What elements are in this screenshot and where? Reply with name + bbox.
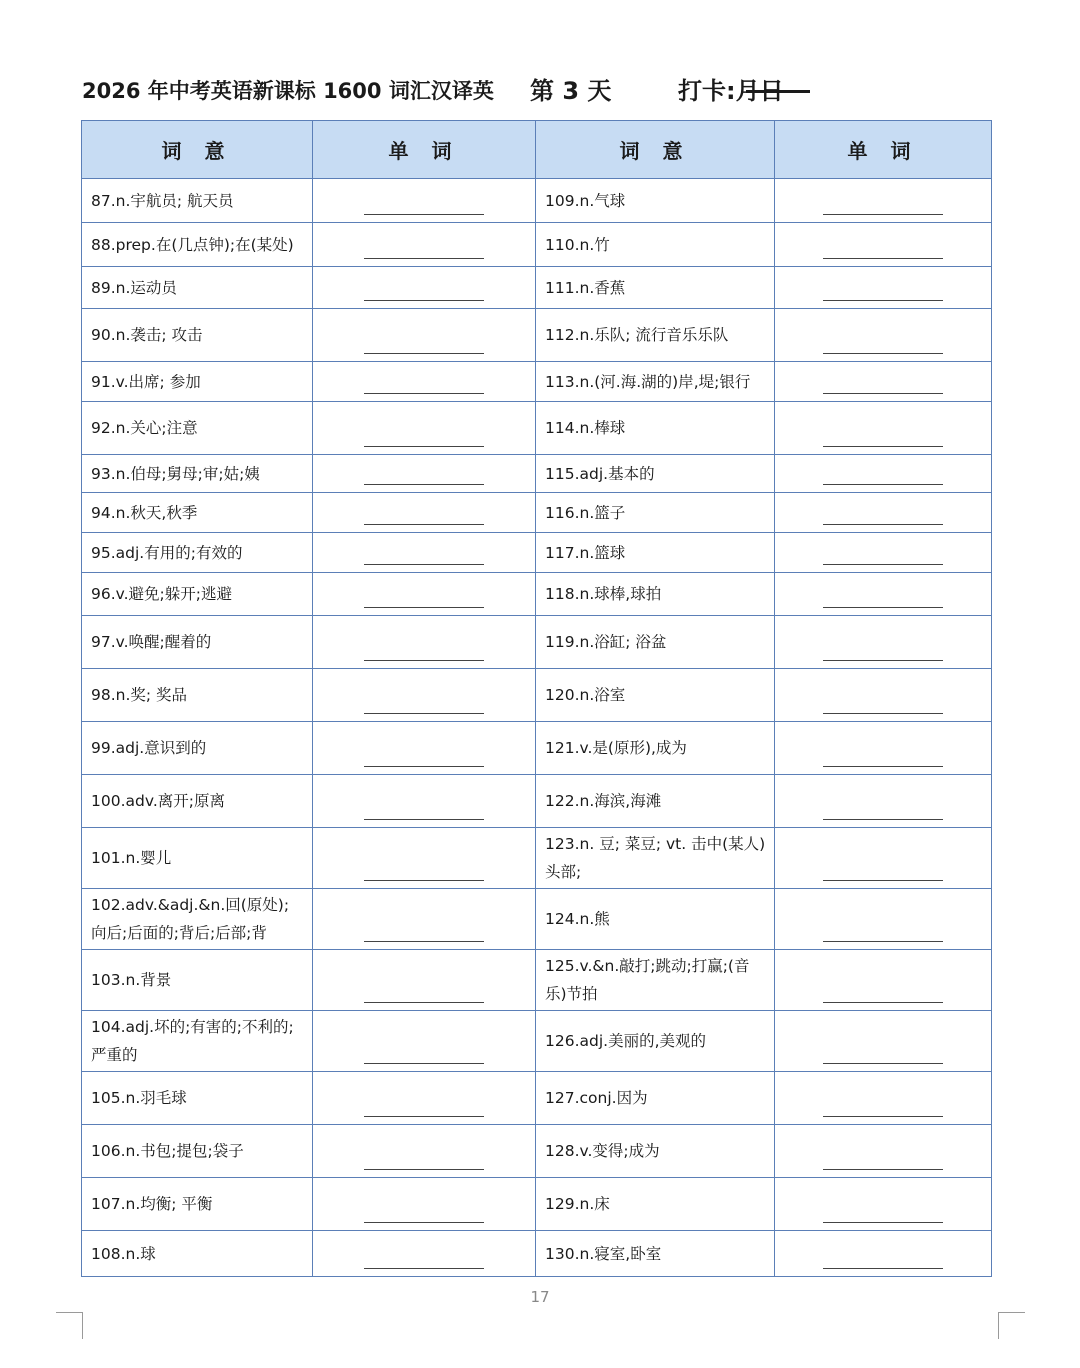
answer-blank-line — [823, 660, 943, 661]
meaning-left: 102.adv.&adj.&n.回(原处);向后;后面的;背后;后部;背 — [82, 889, 313, 950]
answer-blank-line — [364, 484, 484, 485]
meaning-left: 99.adj.意识到的 — [82, 722, 313, 775]
page-number: 17 — [530, 1288, 550, 1306]
answer-blank-line — [364, 941, 484, 942]
meaning-right: 124.n.熊 — [536, 889, 775, 950]
answer-left[interactable] — [313, 455, 536, 493]
meaning-left: 104.adj.坏的;有害的;不利的;严重的 — [82, 1011, 313, 1072]
meaning-left: 96.v.避免;躲开;逃避 — [82, 573, 313, 616]
answer-left[interactable] — [313, 1072, 536, 1125]
answer-right[interactable] — [775, 828, 992, 889]
meaning-left: 89.n.运动员 — [82, 267, 313, 309]
header-meaning-left: 词 意 — [82, 121, 313, 179]
meaning-right: 120.n.浴室 — [536, 669, 775, 722]
answer-left[interactable] — [313, 1231, 536, 1277]
table-row — [82, 362, 992, 402]
table-row — [82, 889, 992, 950]
vocabulary-rows — [82, 179, 992, 1277]
answer-right[interactable] — [775, 775, 992, 828]
answer-left[interactable] — [313, 616, 536, 669]
answer-blank-line — [364, 1222, 484, 1223]
vocabulary-table — [81, 120, 992, 1277]
meaning-right: 116.n.篮子 — [536, 493, 775, 533]
meaning-right: 109.n.气球 — [536, 179, 775, 223]
answer-left[interactable] — [313, 775, 536, 828]
month-label: 月 — [735, 77, 760, 105]
answer-left[interactable] — [313, 267, 536, 309]
table-row — [82, 179, 992, 223]
meaning-left: 88.prep.在(几点钟);在(某处) — [82, 223, 313, 267]
answer-blank-line — [823, 819, 943, 820]
answer-right[interactable] — [775, 362, 992, 402]
answer-blank-line — [364, 1002, 484, 1003]
answer-blank-line — [823, 880, 943, 881]
answer-right[interactable] — [775, 1072, 992, 1125]
answer-blank-line — [364, 880, 484, 881]
meaning-left: 107.n.均衡; 平衡 — [82, 1178, 313, 1231]
meaning-left: 106.n.书包;提包;袋子 — [82, 1125, 313, 1178]
answer-left[interactable] — [313, 493, 536, 533]
answer-blank-line — [823, 1002, 943, 1003]
answer-left[interactable] — [313, 1125, 536, 1178]
answer-right[interactable] — [775, 950, 992, 1011]
answer-right[interactable] — [775, 179, 992, 223]
answer-blank-line — [823, 941, 943, 942]
worksheet-header — [82, 70, 990, 112]
answer-left[interactable] — [313, 722, 536, 775]
crop-mark-left — [56, 1312, 83, 1339]
answer-left[interactable] — [313, 889, 536, 950]
answer-blank-line — [823, 353, 943, 354]
table-row — [82, 1072, 992, 1125]
answer-blank-line — [364, 446, 484, 447]
meaning-right: 126.adj.美丽的,美观的 — [536, 1011, 775, 1072]
answer-blank-line — [823, 524, 943, 525]
header-word-right: 单 词 — [775, 121, 992, 179]
table-row — [82, 573, 992, 616]
answer-left[interactable] — [313, 1011, 536, 1072]
meaning-right: 115.adj.基本的 — [536, 455, 775, 493]
meaning-left: 105.n.羽毛球 — [82, 1072, 313, 1125]
answer-blank-line — [823, 713, 943, 714]
meaning-right: 111.n.香蕉 — [536, 267, 775, 309]
meaning-left: 95.adj.有用的;有效的 — [82, 533, 313, 573]
answer-right[interactable] — [775, 722, 992, 775]
answer-blank-line — [364, 660, 484, 661]
answer-blank-line — [364, 766, 484, 767]
answer-blank-line — [364, 1169, 484, 1170]
meaning-left: 94.n.秋天,秋季 — [82, 493, 313, 533]
meaning-right: 122.n.海滨,海滩 — [536, 775, 775, 828]
date-label: 日 — [759, 77, 784, 105]
table-row — [82, 402, 992, 455]
answer-blank-line — [364, 300, 484, 301]
table-row — [82, 533, 992, 573]
answer-right[interactable] — [775, 493, 992, 533]
header-word-left: 单 词 — [313, 121, 536, 179]
table-row — [82, 1125, 992, 1178]
answer-blank-line — [823, 1222, 943, 1223]
table-header-row — [82, 121, 992, 179]
answer-left[interactable] — [313, 950, 536, 1011]
crop-mark-right — [998, 1312, 1025, 1339]
answer-blank-line — [364, 1063, 484, 1064]
answer-blank-line — [823, 766, 943, 767]
answer-blank-line — [364, 607, 484, 608]
answer-blank-line — [364, 214, 484, 215]
meaning-right: 110.n.竹 — [536, 223, 775, 267]
answer-left[interactable] — [313, 669, 536, 722]
answer-blank-line — [823, 484, 943, 485]
answer-blank-line — [823, 564, 943, 565]
answer-blank-line — [823, 214, 943, 215]
answer-right[interactable] — [775, 223, 992, 267]
answer-blank-line — [823, 1116, 943, 1117]
answer-left[interactable] — [313, 362, 536, 402]
worksheet-title: 2026 年中考英语新课标 1600 词汇汉译英 — [82, 79, 494, 103]
table-row — [82, 775, 992, 828]
day-label: 第 3 天 — [530, 77, 612, 105]
meaning-left: 87.n.宇航员; 航天员 — [82, 179, 313, 223]
meaning-right: 127.conj.因为 — [536, 1072, 775, 1125]
meaning-left: 93.n.伯母;舅母;审;姑;姨 — [82, 455, 313, 493]
answer-right[interactable] — [775, 1125, 992, 1178]
table-row — [82, 1011, 992, 1072]
answer-right[interactable] — [775, 616, 992, 669]
meaning-right: 119.n.浴缸; 浴盆 — [536, 616, 775, 669]
answer-blank-line — [364, 564, 484, 565]
meaning-left: 92.n.关心;注意 — [82, 402, 313, 455]
answer-right[interactable] — [775, 267, 992, 309]
table-row — [82, 309, 992, 362]
answer-blank-line — [823, 607, 943, 608]
meaning-right: 118.n.球棒,球拍 — [536, 573, 775, 616]
answer-right[interactable] — [775, 573, 992, 616]
meaning-right: 125.v.&n.敲打;跳动;打赢;(音乐)节拍 — [536, 950, 775, 1011]
answer-left[interactable] — [313, 402, 536, 455]
meaning-right: 113.n.(河.海.湖的)岸,堤;银行 — [536, 362, 775, 402]
table-row — [82, 1231, 992, 1277]
answer-blank-line — [823, 446, 943, 447]
table-row — [82, 493, 992, 533]
table-row — [82, 616, 992, 669]
answer-blank-line — [823, 300, 943, 301]
answer-blank-line — [364, 393, 484, 394]
answer-blank-line — [364, 258, 484, 259]
table-row — [82, 669, 992, 722]
meaning-right: 117.n.篮球 — [536, 533, 775, 573]
table-row — [82, 722, 992, 775]
answer-left[interactable] — [313, 533, 536, 573]
answer-left[interactable] — [313, 1178, 536, 1231]
answer-blank-line — [364, 353, 484, 354]
table-row — [82, 455, 992, 493]
answer-right[interactable] — [775, 309, 992, 362]
answer-right[interactable] — [775, 669, 992, 722]
answer-right[interactable] — [775, 402, 992, 455]
answer-blank-line — [823, 258, 943, 259]
answer-blank-line — [823, 393, 943, 394]
answer-blank-line — [364, 1268, 484, 1269]
answer-right[interactable] — [775, 889, 992, 950]
meaning-left: 97.v.唤醒;醒着的 — [82, 616, 313, 669]
meaning-right: 128.v.变得;成为 — [536, 1125, 775, 1178]
checkin-label: 打卡: — [678, 77, 736, 105]
meaning-left: 103.n.背景 — [82, 950, 313, 1011]
answer-blank-line — [823, 1169, 943, 1170]
meaning-left: 108.n.球 — [82, 1231, 313, 1277]
meaning-right: 114.n.棒球 — [536, 402, 775, 455]
answer-right[interactable] — [775, 1178, 992, 1231]
table-row — [82, 828, 992, 889]
answer-blank-line — [364, 819, 484, 820]
answer-left[interactable] — [313, 223, 536, 267]
answer-blank-line — [823, 1268, 943, 1269]
meaning-right: 121.v.是(原形),成为 — [536, 722, 775, 775]
answer-right[interactable] — [775, 1011, 992, 1072]
table-row — [82, 950, 992, 1011]
answer-left[interactable] — [313, 309, 536, 362]
table-row — [82, 223, 992, 267]
meaning-right: 123.n. 豆; 菜豆; vt. 击中(某人)头部; — [536, 828, 775, 889]
answer-right[interactable] — [775, 533, 992, 573]
meaning-left: 90.n.袭击; 攻击 — [82, 309, 313, 362]
answer-left[interactable] — [313, 828, 536, 889]
table-row — [82, 1178, 992, 1231]
answer-left[interactable] — [313, 179, 536, 223]
header-meaning-right: 词 意 — [536, 121, 775, 179]
answer-left[interactable] — [313, 573, 536, 616]
meaning-right: 130.n.寝室,卧室 — [536, 1231, 775, 1277]
meaning-left: 91.v.出席; 参加 — [82, 362, 313, 402]
answer-right[interactable] — [775, 455, 992, 493]
checkin-area — [678, 70, 784, 112]
answer-blank-line — [364, 1116, 484, 1117]
meaning-left: 101.n.婴儿 — [82, 828, 313, 889]
meaning-left: 100.adv.离开;原离 — [82, 775, 313, 828]
table-row — [82, 267, 992, 309]
answer-blank-line — [364, 524, 484, 525]
day-blank[interactable] — [770, 70, 810, 93]
answer-blank-line — [823, 1063, 943, 1064]
meaning-right: 112.n.乐队; 流行音乐乐队 — [536, 309, 775, 362]
answer-right[interactable] — [775, 1231, 992, 1277]
meaning-right: 129.n.床 — [536, 1178, 775, 1231]
meaning-left: 98.n.奖; 奖品 — [82, 669, 313, 722]
answer-blank-line — [364, 713, 484, 714]
